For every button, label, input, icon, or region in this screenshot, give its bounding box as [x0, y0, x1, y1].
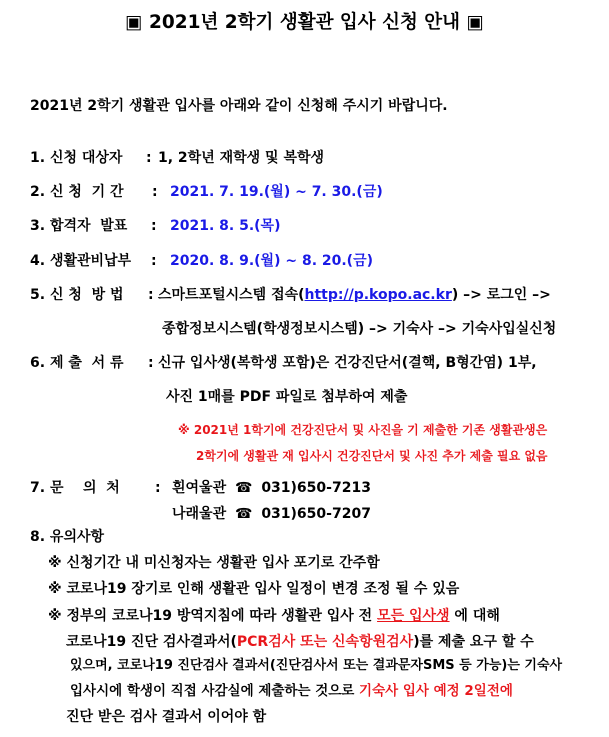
- item-colon: :: [155, 480, 161, 496]
- contact-row: [172, 478, 371, 498]
- item-colon: :: [148, 355, 154, 371]
- item-documents: [30, 353, 124, 373]
- payment-value: 2020. 8. 9.(월) ~ 8. 20.(금): [170, 253, 374, 269]
- item-payment: [30, 251, 131, 271]
- item-period: [30, 182, 124, 202]
- announce-value: 2021. 8. 5.(목): [170, 218, 281, 234]
- building-name: 나래울관: [172, 506, 227, 522]
- item-announce: [30, 216, 127, 236]
- highlight-deadline: 기숙사 입사 예정 2일전에: [359, 683, 513, 699]
- phone-number: 031)650-7213: [261, 480, 371, 496]
- phone-icon: ☎: [234, 480, 253, 496]
- highlight-test-type: PCR검사 또는 신속항원검사: [236, 634, 414, 650]
- item-number: 2.: [30, 184, 46, 200]
- notes-heading: 8. 유의사항: [30, 529, 105, 545]
- item-number: 7.: [30, 480, 46, 496]
- page-title: ▣ 2021년 2학기 생활관 입사 신청 안내 ▣: [125, 12, 484, 33]
- note-3-line-2: 코로나19 진단 검사결과서(PCR검사 또는 신속항원검사)를 제출 요구 할 수: [66, 634, 534, 650]
- item-label: 신청 대상자: [49, 150, 123, 166]
- item-number: 4.: [30, 253, 46, 269]
- target-value: 1, 2학년 재학생 및 복학생: [158, 150, 325, 166]
- portal-link[interactable]: http://p.kopo.ac.kr: [304, 287, 452, 303]
- phone-icon: ☎: [234, 506, 253, 522]
- method-line-2: 종합정보시스템(학생정보시스템) –> 기숙사 –> 기숙사입실신청: [162, 321, 557, 337]
- item-contact: [30, 478, 120, 498]
- item-colon: :: [151, 218, 157, 234]
- item-label: 신 청 방 법: [49, 287, 124, 303]
- item-number: 6.: [30, 355, 46, 371]
- item-colon: :: [152, 184, 158, 200]
- note-2: ※ 코로나19 장기로 인해 생활관 입사 일정이 변경 조정 될 수 있음: [48, 581, 460, 597]
- item-label: 신 청 기 간: [49, 184, 124, 200]
- intro-text: 2021년 2학기 생활관 입사를 아래와 같이 신청해 주시기 바랍니다.: [30, 98, 448, 114]
- note-1: ※ 신청기간 내 미신청자는 생활관 입사 포기로 간주함: [48, 555, 380, 571]
- building-name: 흰여울관: [172, 480, 227, 496]
- note-3-line-3: 있으며, 코로나19 진단검사 결과서(진단검사서 또는 결과문자SMS 등 가능)는 기숙사: [70, 658, 563, 673]
- method-line-1: 스마트포털시스템 접속(http://p.kopo.ac.kr) –> 로그인 –>: [158, 287, 551, 303]
- highlight-all-students: 모든 입사생: [377, 608, 450, 624]
- note-3-line-4: 입사시에 학생이 직접 사감실에 제출하는 것으로 기숙사 입사 예정 2일전에: [70, 683, 513, 699]
- item-label: 제 출 서 류: [49, 355, 124, 371]
- note-3-line-1: ※ 정부의 코로나19 방역지침에 따라 생활관 입사 전 모든 입사생 에 대해: [48, 608, 500, 624]
- documents-line-2: 사진 1매를 PDF 파일로 첨부하여 제출: [166, 389, 408, 405]
- item-number: 5.: [30, 287, 46, 303]
- item-label: 합격자 발표: [49, 218, 128, 234]
- item-colon: :: [148, 287, 154, 303]
- note-3-line-5: 진단 받은 검사 결과서 이어야 함: [66, 709, 267, 725]
- item-label: 생활관비납부: [49, 253, 132, 269]
- documents-note-2: 2학기에 생활관 재 입사시 건강진단서 및 사진 추가 제출 필요 없음: [196, 449, 548, 463]
- item-colon: :: [146, 150, 152, 166]
- item-number: 1.: [30, 150, 46, 166]
- period-value: 2021. 7. 19.(월) ~ 7. 30.(금): [170, 184, 383, 200]
- contact-row: [172, 504, 371, 524]
- item-target: [30, 148, 122, 168]
- item-label: 문 의 처: [49, 480, 120, 496]
- item-colon: :: [151, 253, 157, 269]
- item-number: 3.: [30, 218, 46, 234]
- phone-number: 031)650-7207: [261, 506, 371, 522]
- documents-line-1: 신규 입사생(복학생 포함)은 건강진단서(결핵, B형간염) 1부,: [158, 355, 537, 371]
- documents-note-1: ※ 2021년 1학기에 건강진단서 및 사진을 기 제출한 기존 생활관생은: [178, 423, 548, 437]
- item-method: [30, 285, 124, 305]
